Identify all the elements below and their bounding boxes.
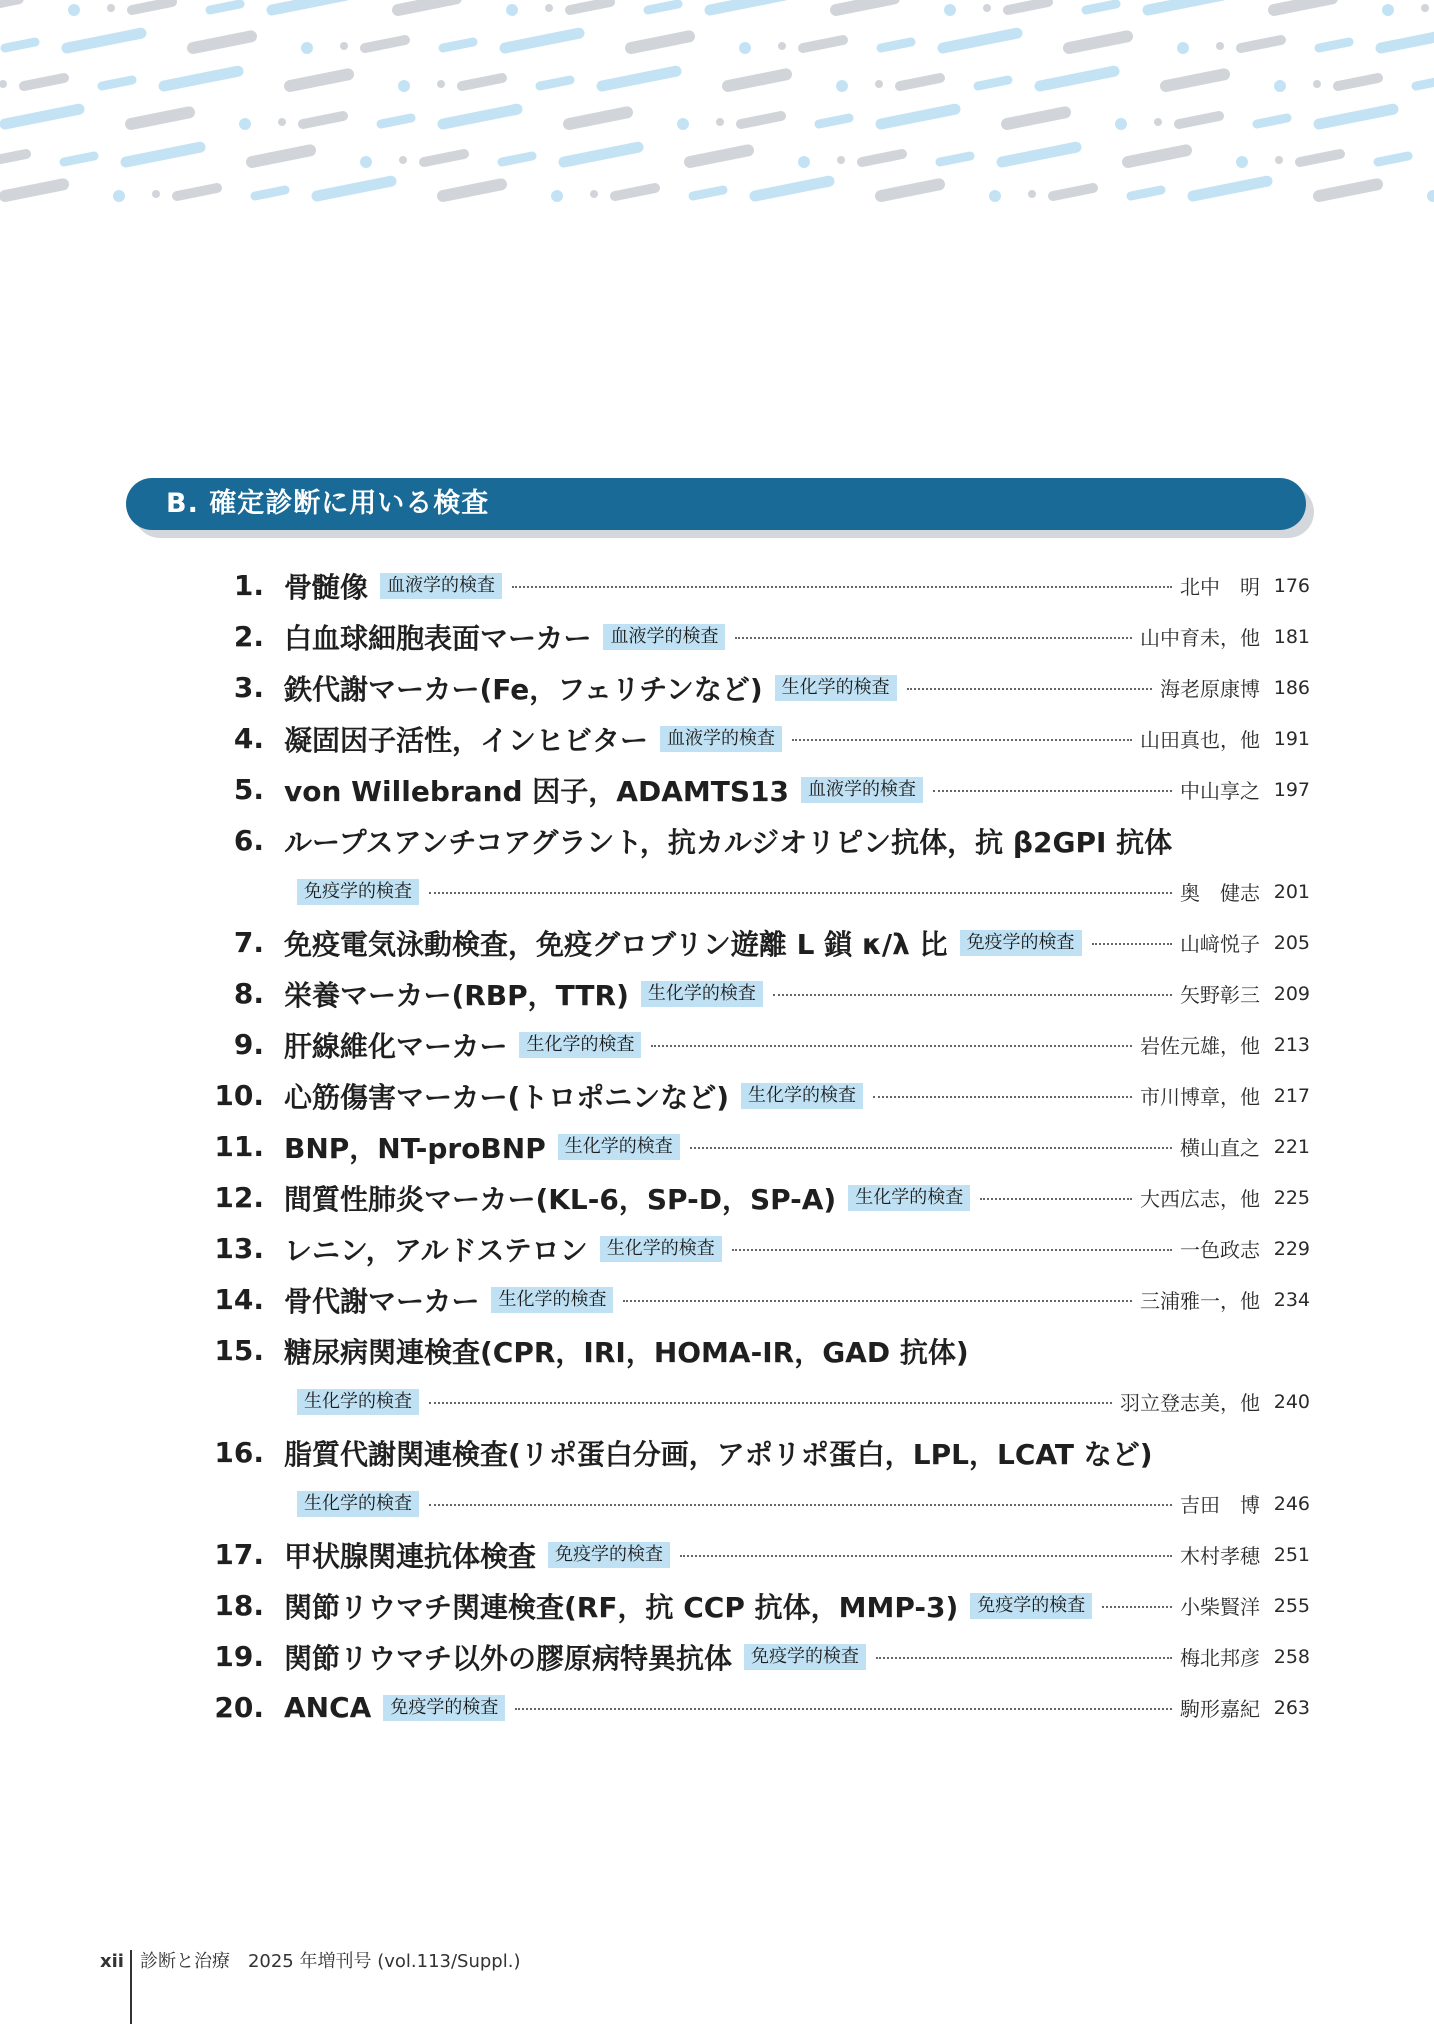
decorative-dot <box>1177 42 1189 54</box>
decorative-dot <box>113 190 125 202</box>
entry-author: 海老原康博 <box>1160 677 1260 701</box>
entry-page: 209 <box>1273 982 1310 1005</box>
leader-dots <box>933 790 1172 792</box>
decorative-dash <box>424 154 464 162</box>
entry-page: 225 <box>1273 1186 1310 1209</box>
entry-line <box>284 1223 1310 1274</box>
decorative-dash <box>1040 71 1114 86</box>
toc-entry[interactable] <box>0 1019 1434 1070</box>
decorative-dot <box>437 80 445 88</box>
decorative-dash <box>132 2 172 10</box>
decorative-dot <box>1115 118 1127 130</box>
entry-line <box>284 560 1310 611</box>
decorative-dot <box>944 4 956 16</box>
entry-title-line <box>284 1325 1310 1376</box>
leader-dots <box>735 637 1132 639</box>
entry-title: 白血球細胞表面マーカー <box>284 621 592 655</box>
category-tag: 免疫学的検査 <box>744 1644 866 1670</box>
decorative-dash <box>1319 109 1393 124</box>
leader-dots <box>690 1147 1172 1149</box>
footer-journal: 診断と治療 <box>139 1951 230 1972</box>
toc-entry[interactable] <box>0 1172 1434 1223</box>
entry-page: 263 <box>1273 1696 1310 1719</box>
decorative-dash <box>690 150 748 162</box>
decorative-dot <box>836 80 848 92</box>
decorative-dash <box>24 78 64 86</box>
entry-title: 糖尿病関連検査(CPR，IRI，HOMA-IR，GAD 抗体) <box>284 1335 969 1369</box>
leader-dots <box>512 586 1172 588</box>
entry-title: 関節リウマチ関連検査(RF，抗 CCP 抗体，MMP-3) <box>284 1590 959 1624</box>
toc-entry[interactable] <box>0 1325 1434 1376</box>
leader-dots <box>773 994 1172 996</box>
entry-title: 骨髄像 <box>284 570 369 604</box>
entry-number: 9. <box>233 1028 264 1061</box>
decorative-dash <box>569 112 627 124</box>
entry-number: 13. <box>214 1232 264 1265</box>
decorative-dot <box>989 190 1001 202</box>
entry-title: レニン，アルドステロン <box>284 1233 588 1267</box>
toc-entry[interactable] <box>0 1070 1434 1121</box>
entry-page: 186 <box>1273 676 1310 699</box>
decorative-dot <box>301 42 313 54</box>
entry-number: 14. <box>214 1283 264 1316</box>
entry-page: 213 <box>1273 1033 1310 1056</box>
entry-title: 心筋傷害マーカー(トロポニンなど) <box>284 1080 730 1114</box>
decorative-dot <box>1382 4 1394 16</box>
entry-line <box>284 1070 1310 1121</box>
entry-detail-line <box>297 866 1310 917</box>
category-tag: 免疫学的検査 <box>960 930 1082 956</box>
footer-divider <box>130 1950 132 2024</box>
entry-line <box>284 1631 1310 1682</box>
entry-number: 8. <box>233 977 264 1010</box>
entry-page: 229 <box>1273 1237 1310 1260</box>
decorative-dot <box>239 118 251 130</box>
leader-dots <box>1102 1606 1172 1608</box>
entry-line <box>284 611 1310 662</box>
leader-dots <box>515 1708 1172 1710</box>
toc-entry[interactable] <box>0 1223 1434 1274</box>
entry-title-line <box>284 815 1310 866</box>
decorative-dash <box>1378 156 1408 162</box>
entry-line <box>284 1682 1310 1733</box>
decorative-dash <box>1148 0 1222 10</box>
entry-number: 20. <box>214 1691 264 1724</box>
category-tag: 生化学的検査 <box>519 1032 641 1058</box>
toc-entry-detail[interactable] <box>0 1376 1434 1427</box>
decorative-dash <box>0 154 26 162</box>
entry-title: BNP，NT-proBNP <box>284 1131 546 1165</box>
entry-author: 木村孝穂 <box>1180 1544 1260 1568</box>
decorative-dash <box>272 0 346 10</box>
entry-author: 中山享之 <box>1180 779 1260 803</box>
decorative-dot <box>590 190 598 198</box>
leader-dots <box>792 739 1132 741</box>
decorative-dot <box>152 190 160 198</box>
decorative-dash <box>131 112 189 124</box>
decorative-dash <box>290 74 348 86</box>
entry-author: 梅北邦彦 <box>1180 1646 1260 1670</box>
decorative-dot <box>107 4 115 12</box>
entry-author: 三浦雅一，他 <box>1140 1289 1260 1313</box>
entry-author: 岩佐元雄，他 <box>1140 1034 1260 1058</box>
toc-entry[interactable] <box>0 713 1434 764</box>
toc-entry[interactable] <box>0 611 1434 662</box>
decorative-dash <box>540 80 570 86</box>
decorative-dot <box>1274 80 1286 92</box>
entry-title: 関節リウマチ以外の膠原病特異抗体 <box>284 1641 733 1675</box>
decorative-dash <box>978 80 1008 86</box>
category-tag: 血液学的検査 <box>603 624 725 650</box>
leader-dots <box>732 1249 1172 1251</box>
category-tag: 免疫学的検査 <box>297 879 419 905</box>
decorative-dot <box>1421 4 1429 12</box>
toc-entry[interactable] <box>0 917 1434 968</box>
entry-line <box>284 1529 1310 1580</box>
decorative-dot <box>1154 118 1162 126</box>
category-tag: 血液学的検査 <box>801 777 923 803</box>
entry-number: 2. <box>233 620 264 653</box>
entry-number: 4. <box>233 722 264 755</box>
decorative-dot <box>1236 156 1248 168</box>
leader-dots <box>429 1402 1112 1404</box>
decorative-dot <box>739 42 751 54</box>
footer-issue: 2025 年増刊号 (vol.113/Suppl.) <box>247 1951 521 1972</box>
decorative-dash <box>602 71 676 86</box>
decorative-dot <box>551 190 563 202</box>
entry-author: 山田真也，他 <box>1140 728 1260 752</box>
entry-number: 6. <box>233 824 264 857</box>
entry-page: 251 <box>1273 1543 1310 1566</box>
entry-author: 駒形嘉紀 <box>1180 1697 1260 1721</box>
leader-dots <box>680 1555 1172 1557</box>
entry-number: 19. <box>214 1640 264 1673</box>
category-tag: 免疫学的検査 <box>548 1542 670 1568</box>
entry-line <box>284 917 1310 968</box>
decorative-dash <box>67 33 141 48</box>
decorative-dash <box>164 71 238 86</box>
decorative-dash <box>1300 154 1340 162</box>
entry-number: 3. <box>233 671 264 704</box>
decorative-dash <box>1274 0 1332 10</box>
decorative-dash <box>648 4 678 10</box>
toc-entry-detail[interactable] <box>0 1478 1434 1529</box>
decorative-dash <box>1416 80 1434 86</box>
decorative-dash <box>255 190 285 196</box>
decorative-dot <box>1313 80 1321 88</box>
decorative-dot <box>545 4 553 12</box>
entry-line <box>284 764 1310 815</box>
leader-dots <box>1092 943 1172 945</box>
decorative-dash <box>5 42 35 48</box>
decorative-dash <box>505 33 579 48</box>
decorative-header-pattern <box>0 0 1434 215</box>
entry-title: 肝線維化マーカー <box>284 1029 508 1063</box>
toc-entry[interactable] <box>0 1682 1434 1733</box>
entry-title: ループスアンチコアグラント，抗カルジオリピン抗体，抗 β2GPI 抗体 <box>284 825 1173 859</box>
toc-entry[interactable] <box>0 1631 1434 1682</box>
decorative-dash <box>881 109 955 124</box>
decorative-dash <box>502 156 532 162</box>
decorative-dash <box>443 42 473 48</box>
decorative-dash <box>1166 74 1224 86</box>
decorative-dot <box>716 118 724 126</box>
decorative-dash <box>126 147 200 162</box>
entry-title: 鉄代謝マーカー(Fe，フェリチンなど) <box>284 672 763 706</box>
entry-line <box>284 662 1310 713</box>
toc-entry-detail[interactable] <box>0 866 1434 917</box>
entry-line <box>284 1580 1310 1631</box>
decorative-dash <box>710 0 784 10</box>
entry-title: 骨代謝マーカー <box>284 1284 480 1318</box>
entry-number: 10. <box>214 1079 264 1112</box>
entry-author: 大西広志，他 <box>1140 1187 1260 1211</box>
decorative-dash <box>210 4 240 10</box>
decorative-dash <box>728 74 786 86</box>
decorative-dash <box>564 147 638 162</box>
decorative-dash <box>693 190 723 196</box>
leader-dots <box>907 688 1152 690</box>
entry-author: 羽立登志美，他 <box>1120 1391 1260 1415</box>
entry-line <box>284 968 1310 1019</box>
decorative-dash <box>943 33 1017 48</box>
category-tag: 免疫学的検査 <box>383 1695 505 1721</box>
leader-dots <box>429 892 1172 894</box>
category-tag: 生化学的検査 <box>741 1083 863 1109</box>
category-tag: 生化学的検査 <box>297 1389 419 1415</box>
leader-dots <box>623 1300 1132 1302</box>
entry-line <box>284 713 1310 764</box>
entry-page: 246 <box>1273 1492 1310 1515</box>
decorative-dash <box>5 109 79 124</box>
decorative-dash <box>862 154 902 162</box>
entry-title: 免疫電気泳動検査，免疫グロブリン遊離 L 鎖 κ/λ 比 <box>284 927 948 961</box>
decorative-dash <box>443 109 517 124</box>
category-tag: 生化学的検査 <box>600 1236 722 1262</box>
decorative-dot <box>875 80 883 88</box>
entry-title: ANCA <box>284 1691 372 1724</box>
decorative-dash <box>1131 190 1161 196</box>
decorative-dash <box>803 40 843 48</box>
decorative-dot <box>0 80 7 88</box>
category-tag: 生化学的検査 <box>491 1287 613 1313</box>
decorative-dot <box>1275 156 1283 164</box>
entry-line <box>284 1274 1310 1325</box>
decorative-dash <box>1338 78 1378 86</box>
category-tag: 生化学的検査 <box>848 1185 970 1211</box>
decorative-dash <box>741 116 781 124</box>
entry-title: 栄養マーカー(RBP，TTR) <box>284 978 629 1012</box>
page-footer <box>100 1950 520 1974</box>
decorative-dash <box>1257 118 1287 124</box>
decorative-dot <box>837 156 845 164</box>
entry-page: 191 <box>1273 727 1310 750</box>
toc-entry[interactable] <box>0 1274 1434 1325</box>
decorative-dash <box>1086 4 1116 10</box>
decorative-dot <box>1427 190 1434 202</box>
toc-entry[interactable] <box>0 1427 1434 1478</box>
decorative-dash <box>462 78 502 86</box>
toc-entry[interactable] <box>0 1580 1434 1631</box>
entry-page: 197 <box>1273 778 1310 801</box>
decorative-dash <box>398 0 456 10</box>
entry-author: 山﨑悦子 <box>1180 932 1260 956</box>
entry-detail-line <box>297 1376 1310 1427</box>
decorative-dash <box>317 181 391 196</box>
decorative-dot <box>360 156 372 168</box>
decorative-dash <box>0 0 18 10</box>
decorative-dot <box>798 156 810 168</box>
toc-entry[interactable] <box>0 1121 1434 1172</box>
entry-page: 181 <box>1273 625 1310 648</box>
entry-detail-line <box>297 1478 1310 1529</box>
toc-entry[interactable] <box>0 560 1434 611</box>
decorative-dot <box>278 118 286 126</box>
entry-title: 脂質代謝関連検査(リポ蛋白分画，アポリポ蛋白，LPL，LCAT など) <box>284 1437 1153 1471</box>
decorative-dash <box>836 0 894 10</box>
entry-page: 201 <box>1273 880 1310 903</box>
entry-number: 18. <box>214 1589 264 1622</box>
decorative-dash <box>881 184 939 196</box>
decorative-dash <box>1193 181 1267 196</box>
table-of-contents <box>0 560 1434 1733</box>
decorative-dot <box>340 42 348 50</box>
decorative-dot <box>399 156 407 164</box>
decorative-dot <box>68 4 80 16</box>
category-tag: 血液学的検査 <box>380 573 502 599</box>
entry-author: 一色政志 <box>1180 1238 1260 1262</box>
toc-entry[interactable] <box>0 764 1434 815</box>
category-tag: 生化学的検査 <box>558 1134 680 1160</box>
section-header-bar <box>126 478 1306 530</box>
category-tag: 血液学的検査 <box>660 726 782 752</box>
entry-author: 市川博章，他 <box>1140 1085 1260 1109</box>
entry-page: 240 <box>1273 1390 1310 1413</box>
entry-number: 17. <box>214 1538 264 1571</box>
decorative-dash <box>64 156 94 162</box>
decorative-dot <box>677 118 689 130</box>
entry-author: 山中育未，他 <box>1140 626 1260 650</box>
decorative-dash <box>252 150 310 162</box>
decorative-dash <box>177 188 217 196</box>
category-tag: 生化学的検査 <box>641 981 763 1007</box>
decorative-dash <box>1241 40 1281 48</box>
entry-title: 甲状腺関連抗体検査 <box>284 1539 537 1573</box>
entry-page: 255 <box>1273 1594 1310 1617</box>
decorative-dash <box>1179 116 1219 124</box>
decorative-dash <box>881 42 911 48</box>
entry-number: 15. <box>214 1334 264 1367</box>
entry-author: 奥 健志 <box>1180 881 1260 905</box>
leader-dots <box>980 1198 1132 1200</box>
category-tag: 免疫学的検査 <box>970 1593 1092 1619</box>
entry-number: 1. <box>233 569 264 602</box>
leader-dots <box>651 1045 1132 1047</box>
decorative-dash <box>940 156 970 162</box>
entry-author: 小柴賢洋 <box>1180 1595 1260 1619</box>
decorative-dash <box>819 118 849 124</box>
decorative-dash <box>1381 33 1434 48</box>
toc-entry[interactable] <box>0 815 1434 866</box>
toc-entry[interactable] <box>0 968 1434 1019</box>
entry-title: 凝固因子活性，インヒビター <box>284 723 649 757</box>
entry-title: von Willebrand 因子，ADAMTS13 <box>284 774 789 808</box>
decorative-dot <box>778 42 786 50</box>
decorative-dash <box>1008 2 1048 10</box>
leader-dots <box>429 1504 1172 1506</box>
entry-number: 16. <box>214 1436 264 1469</box>
entry-author: 横山直之 <box>1180 1136 1260 1160</box>
decorative-dot <box>506 4 518 16</box>
entry-number: 11. <box>214 1130 264 1163</box>
entry-line <box>284 1019 1310 1070</box>
decorative-dash <box>1002 147 1076 162</box>
decorative-dash <box>1128 150 1186 162</box>
decorative-dash <box>193 36 251 48</box>
decorative-dash <box>102 80 132 86</box>
decorative-dash <box>303 116 343 124</box>
footer-page-number: xii <box>100 1951 124 1972</box>
decorative-dash <box>381 118 411 124</box>
decorative-dash <box>1069 36 1127 48</box>
section-title: B. 確定診断に用いる検査 <box>166 488 490 519</box>
decorative-dash <box>5 184 63 196</box>
decorative-dash <box>443 184 501 196</box>
entry-line <box>284 1172 1310 1223</box>
toc-entry[interactable] <box>0 1529 1434 1580</box>
entry-author: 矢野彰三 <box>1180 983 1260 1007</box>
decorative-dash <box>365 40 405 48</box>
category-tag: 生化学的検査 <box>775 675 897 701</box>
entry-author: 吉田 博 <box>1180 1493 1260 1517</box>
entry-page: 176 <box>1273 574 1310 597</box>
decorative-dash <box>570 2 610 10</box>
decorative-dash <box>755 181 829 196</box>
decorative-dot <box>398 80 410 92</box>
decorative-dash <box>1053 188 1093 196</box>
category-tag: 生化学的検査 <box>297 1491 419 1517</box>
entry-title: 間質性肺炎マーカー(KL-6，SP-D，SP-A) <box>284 1182 837 1216</box>
entry-page: 234 <box>1273 1288 1310 1311</box>
decorative-dash <box>1319 42 1349 48</box>
decorative-dash <box>1319 184 1377 196</box>
decorative-dash <box>615 188 655 196</box>
entry-number: 7. <box>233 926 264 959</box>
entry-author: 北中 明 <box>1180 575 1260 599</box>
entry-page: 221 <box>1273 1135 1310 1158</box>
decorative-dash <box>900 78 940 86</box>
decorative-dot <box>983 4 991 12</box>
entry-number: 12. <box>214 1181 264 1214</box>
entry-number: 5. <box>233 773 264 806</box>
decorative-dash <box>631 36 689 48</box>
entry-page: 258 <box>1273 1645 1310 1668</box>
leader-dots <box>876 1657 1172 1659</box>
decorative-dot <box>1028 190 1036 198</box>
entry-line <box>284 1121 1310 1172</box>
toc-entry[interactable] <box>0 662 1434 713</box>
decorative-dash <box>1007 112 1065 124</box>
entry-title-line <box>284 1427 1310 1478</box>
leader-dots <box>873 1096 1132 1098</box>
entry-page: 205 <box>1273 931 1310 954</box>
decorative-dot <box>1216 42 1224 50</box>
entry-page: 217 <box>1273 1084 1310 1107</box>
